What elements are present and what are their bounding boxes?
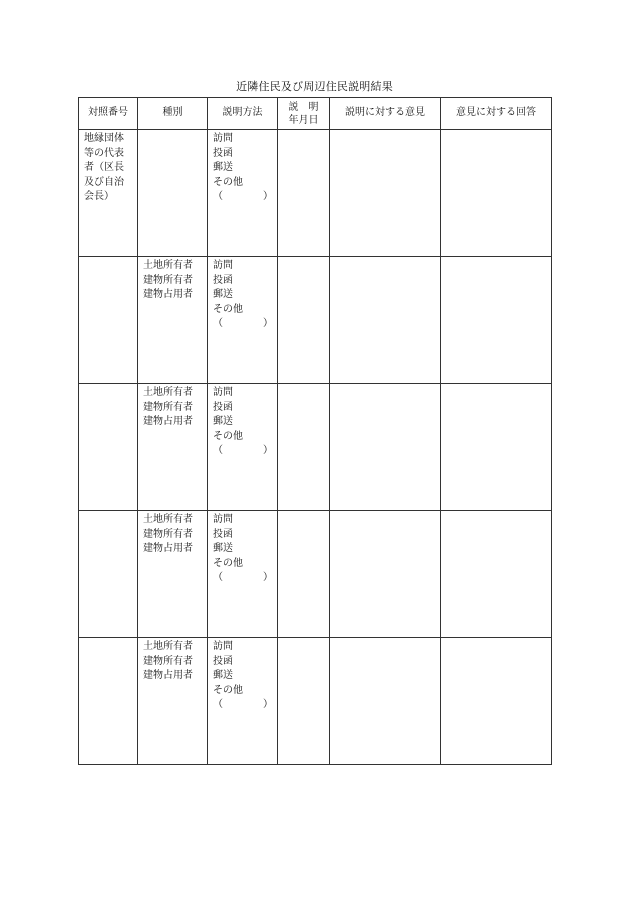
header-method: 説明方法 <box>208 98 278 130</box>
type-cell-line: 建物所有者 <box>143 274 193 286</box>
table-row <box>79 257 552 384</box>
ref-no-cell <box>79 638 138 765</box>
opinion-cell[interactable] <box>330 257 441 384</box>
answer-cell[interactable] <box>441 511 552 638</box>
answer-cell[interactable] <box>441 384 552 511</box>
type-cell <box>138 130 208 257</box>
header-answer: 意見に対する回答 <box>441 98 552 130</box>
method-cell-line: 訪問 <box>213 514 233 525</box>
ref-no-cell-line: 会長） <box>84 191 114 202</box>
ref-no-cell-line: 地縁団体 <box>84 133 124 144</box>
header-row <box>79 98 552 130</box>
method-cell-line: 投函 <box>213 274 233 286</box>
method-cell <box>208 257 278 384</box>
method-cell-line: 郵送 <box>213 289 233 300</box>
method-cell <box>208 384 278 511</box>
method-cell-line: 投函 <box>213 401 233 413</box>
header-ref-no: 対照番号 <box>79 98 138 130</box>
document-title: 近隣住民及び周辺住民説明結果 <box>236 80 393 93</box>
method-cell-line: その他 <box>213 176 243 188</box>
method-cell-line: その他 <box>213 430 243 442</box>
answer-cell[interactable] <box>441 130 552 257</box>
method-cell-line: その他 <box>213 557 243 569</box>
method-cell-line: 郵送 <box>213 162 233 173</box>
table-row <box>79 130 552 257</box>
header-date <box>278 98 330 130</box>
date-cell[interactable] <box>278 257 330 384</box>
type-cell-line: 土地所有者 <box>143 641 193 652</box>
ref-no-cell <box>79 130 138 257</box>
ref-no-cell-line: 及び自治 <box>84 176 124 188</box>
type-cell-line: 建物占用者 <box>143 670 193 681</box>
method-cell-line: 訪問 <box>213 387 233 398</box>
table-row <box>79 511 552 638</box>
method-cell-line: 郵送 <box>213 543 233 554</box>
method-cell-line: 訪問 <box>213 133 233 144</box>
ref-no-cell <box>79 384 138 511</box>
header-date-line2: 年月日 <box>288 114 319 126</box>
method-other-blank: （ ） <box>213 572 273 583</box>
method-cell-line: その他 <box>213 303 243 315</box>
answer-cell[interactable] <box>441 638 552 765</box>
opinion-cell[interactable] <box>330 638 441 765</box>
method-cell-line: 郵送 <box>213 416 233 427</box>
type-cell <box>138 638 208 765</box>
date-cell[interactable] <box>278 511 330 638</box>
ref-no-cell <box>79 511 138 638</box>
method-cell-line: 投函 <box>213 655 233 667</box>
opinion-cell[interactable] <box>330 130 441 257</box>
type-cell <box>138 384 208 511</box>
type-cell-line: 建物占用者 <box>143 289 193 300</box>
type-cell-line: 土地所有者 <box>143 260 193 271</box>
method-other-blank: （ ） <box>213 445 273 456</box>
opinion-cell[interactable] <box>330 511 441 638</box>
date-cell[interactable] <box>278 130 330 257</box>
method-cell <box>208 511 278 638</box>
type-cell-line: 土地所有者 <box>143 387 193 398</box>
type-cell-line: 建物所有者 <box>143 401 193 413</box>
answer-cell[interactable] <box>441 257 552 384</box>
date-cell[interactable] <box>278 384 330 511</box>
type-cell-line: 建物占用者 <box>143 416 193 427</box>
table-row <box>79 638 552 765</box>
table-row <box>79 384 552 511</box>
opinion-cell[interactable] <box>330 384 441 511</box>
method-cell-line: 投函 <box>213 528 233 540</box>
method-other-blank: （ ） <box>213 318 273 329</box>
type-cell-line: 土地所有者 <box>143 514 193 525</box>
method-cell <box>208 638 278 765</box>
method-cell-line: 郵送 <box>213 670 233 681</box>
explanation-results-table <box>78 97 552 765</box>
method-other-blank: （ ） <box>213 699 273 710</box>
method-cell <box>208 130 278 257</box>
method-cell-line: 訪問 <box>213 641 233 652</box>
type-cell-line: 建物占用者 <box>143 543 193 554</box>
type-cell <box>138 257 208 384</box>
method-cell-line: 訪問 <box>213 260 233 271</box>
header-type: 種別 <box>138 98 208 130</box>
date-cell[interactable] <box>278 638 330 765</box>
type-cell-line: 建物所有者 <box>143 655 193 667</box>
header-opinion: 説明に対する意見 <box>330 98 441 130</box>
type-cell <box>138 511 208 638</box>
ref-no-cell-line: 者（区長 <box>84 162 124 173</box>
header-date-line1: 説 明 <box>288 101 319 113</box>
type-cell-line: 建物所有者 <box>143 528 193 540</box>
method-cell-line: 投函 <box>213 147 233 159</box>
method-other-blank: （ ） <box>213 191 273 202</box>
ref-no-cell <box>79 257 138 384</box>
ref-no-cell-line: 等の代表 <box>84 147 124 159</box>
method-cell-line: その他 <box>213 684 243 696</box>
